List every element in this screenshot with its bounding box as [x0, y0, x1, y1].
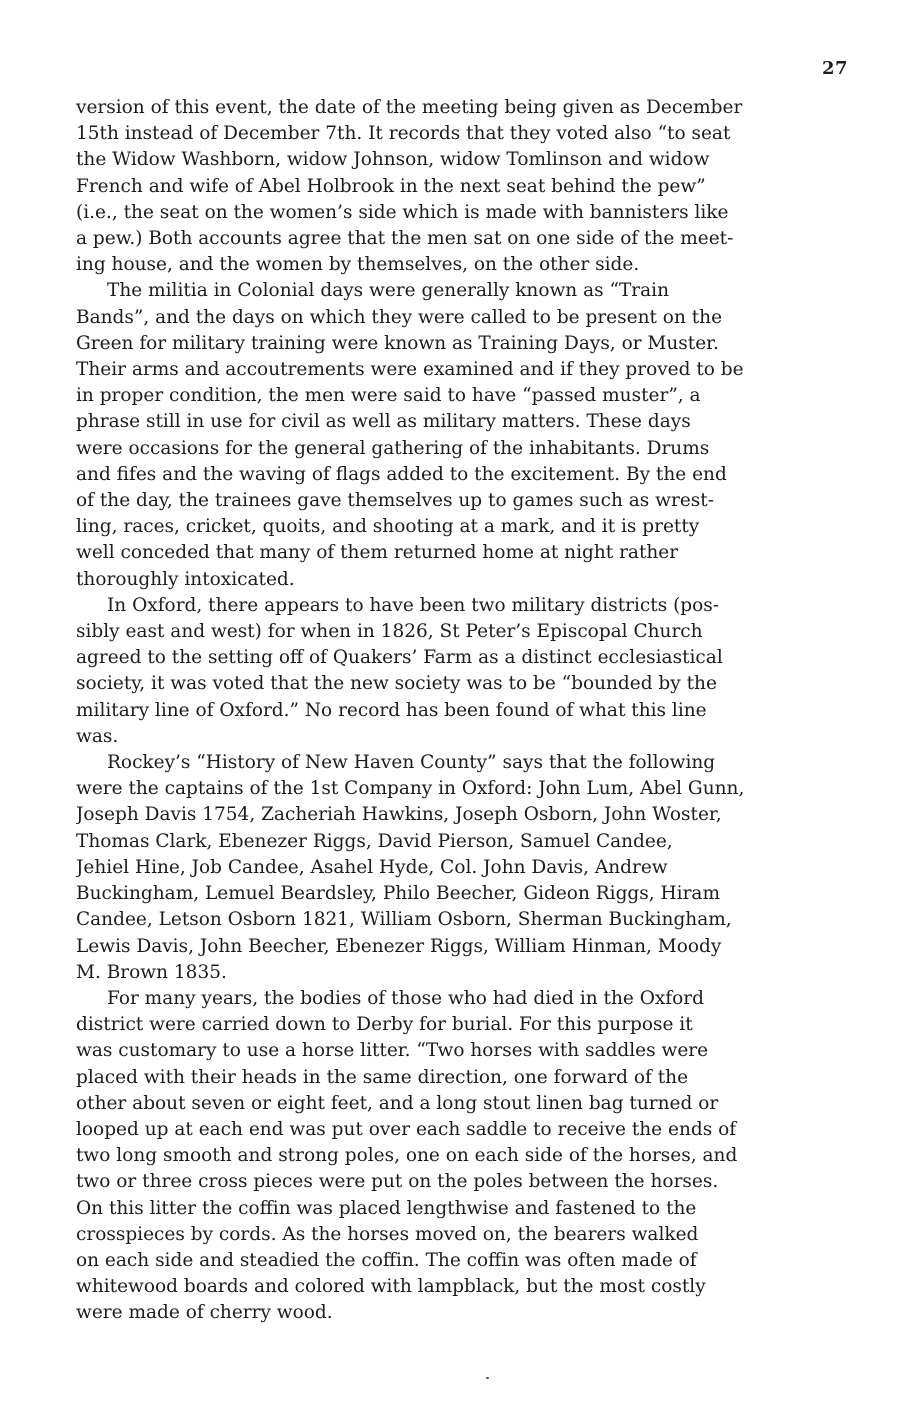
text-line: and fifes and the waving of flags added to the excitement. By the end [76, 463, 727, 485]
body-text [76, 95, 856, 1327]
text-line: were occasions for the general gathering of the inhabitants. Drums [76, 437, 710, 459]
text-line: society, it was voted that the new society was to be “bounded by the [76, 673, 717, 695]
text-line: Bands”, and the days on which they were called to be present on the [76, 306, 723, 328]
text-line: Thomas Clark, Ebenezer Riggs, David Pierson, Samuel Candee, [76, 830, 673, 852]
text-line: For many years, the bodies of those who had died in the Oxford [107, 987, 704, 1009]
text-line: two or three cross pieces were put on the poles between the horses. [76, 1171, 719, 1193]
text-line: phrase still in use for civil as well as military matters. These days [76, 411, 691, 433]
text-line: Candee, Letson Osborn 1821, William Osborn, Sherman Buckingham, [76, 909, 732, 931]
text-line: looped up at each end was put over each saddle to receive the ends of [76, 1118, 737, 1140]
text-line: placed with their heads in the same direction, one forward of the [76, 1066, 689, 1088]
text-line: were the captains of the 1st Company in Oxford: John Lum, Abel Gunn, [76, 778, 745, 800]
text-line: the Widow Washborn, widow Johnson, widow Tomlinson and widow [76, 149, 710, 171]
text-line: whitewood boards and colored with lampblack, but the most costly [76, 1276, 706, 1298]
text-line: well conceded that many of them returned home at night rather [76, 542, 679, 564]
text-line: version of this event, the date of the meeting being given as December [76, 97, 743, 118]
text-line: ing house, and the women by themselves, on the other side. [76, 254, 640, 276]
text-line: Jehiel Hine, Job Candee, Asahel Hyde, Col. John Davis, Andrew [76, 856, 668, 878]
text-line: of the day, the trainees gave themselves up to games such as wrest- [76, 490, 714, 512]
text-line: was. [76, 725, 119, 747]
text-line: two long smooth and strong poles, one on each side of the horses, and [76, 1145, 738, 1167]
text-line: in proper condition, the men were said to have “passed muster”, a [76, 385, 701, 407]
text-line: sibly east and west) for when in 1826, St Peter’s Episcopal Church [76, 621, 703, 643]
text-line: Joseph Davis 1754, Zacheriah Hawkins, Joseph Osborn, John Woster, [76, 804, 722, 826]
text-line: In Oxford, there appears to have been two military districts (pos- [107, 594, 720, 616]
text-line: Lewis Davis, John Beecher, Ebenezer Riggs, William Hinman, Moody [76, 935, 722, 957]
text-line: Rockey’s “History of New Haven County” says that the following [107, 752, 716, 774]
text-line: On this litter the coffin was placed lengthwise and fastened to the [76, 1197, 697, 1219]
text-line: was customary to use a horse litter. “Two horses with saddles were [76, 1040, 709, 1062]
text-line: a pew.) Both accounts agree that the men sat on one side of the meet- [76, 228, 734, 250]
text-line: district were carried down to Derby for burial. For this purpose it [76, 1014, 693, 1036]
text-line: (i.e., the seat on the women’s side which is made with bannisters like [76, 201, 729, 223]
text-line: other about seven or eight feet, and a long stout linen bag turned or [76, 1092, 719, 1114]
text-line: Green for military training were known as Training Days, or Muster. [76, 332, 719, 354]
text-line: M. Brown 1835. [76, 961, 227, 983]
text-line: The militia in Colonial days were generally known as “Train [107, 280, 670, 302]
text-line: were made of cherry wood. [76, 1302, 333, 1324]
page-number: 27 [821, 58, 848, 79]
text-line: on each side and steadied the coffin. The coffin was often made of [76, 1249, 697, 1271]
scan-speck [486, 1377, 489, 1379]
text-line: French and wife of Abel Holbrook in the next seat behind the pew” [76, 175, 706, 197]
text-line: Buckingham, Lemuel Beardsley, Philo Beecher, Gideon Riggs, Hiram [76, 883, 720, 905]
text-line: agreed to the setting off of Quakers’ Farm as a distinct ecclesiastical [76, 647, 723, 669]
text-line: military line of Oxford.” No record has been found of what this line [76, 699, 707, 721]
text-line: crosspieces by cords. As the horses moved on, the bearers walked [76, 1223, 699, 1245]
text-line: 15th instead of December 7th. It records that they voted also “to seat [76, 123, 731, 145]
text-line: thoroughly intoxicated. [76, 568, 295, 590]
text-line: ling, races, cricket, quoits, and shooting at a mark, and it is pretty [76, 516, 700, 538]
text-line: Their arms and accoutrements were examined and if they proved to be [76, 359, 744, 381]
